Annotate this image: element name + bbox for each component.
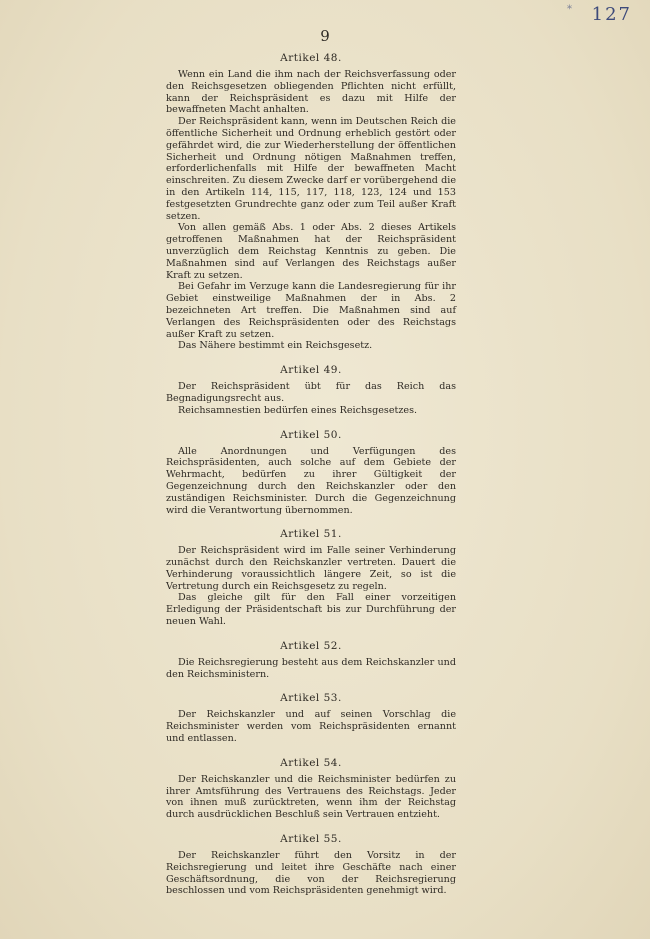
article-53 (166, 692, 456, 744)
paragraph: Bei Gefahr im Verzuge kann die Landesregierung für ihr Gebiet einstweilige Maßnahmen der in Abs. 2 bezeichneten Art treffen. Die Maßnahmen sind auf Verlangen des Reichspräsidenten oder des Reichstags außer Kraft zu setzen. (166, 281, 456, 340)
paragraph: Der Reichspräsident wird im Falle seiner Verhinderung zunächst durch den Reichskanzler vertreten. Dauert die Verhinderung voraussichtlich längere Zeit, so ist die Vertretung durch ein Reichsgesetz zu regeln. (166, 545, 456, 592)
article-heading: Artikel 52. (280, 639, 342, 652)
article-48 (166, 52, 456, 352)
article-heading: Artikel 54. (280, 756, 342, 769)
paragraph: Der Reichskanzler und auf seinen Vorschlag die Reichsminister werden vom Reichspräsidenten ernannt und entlassen. (166, 709, 456, 745)
paragraph: Der Reichskanzler und die Reichsminister bedürfen zu ihrer Amtsführung des Vertrauens des Reichstags. Jeder von ihnen muß zurücktreten, wenn ihm der Reichstag durch ausdrücklichen Beschluß sein Vertrauen entzieht. (166, 773, 456, 821)
article-54 (166, 757, 456, 821)
article-51 (166, 528, 456, 628)
paragraph: Das Nähere bestimmt ein Reichsgesetz. (178, 340, 373, 352)
paragraph: Wenn ein Land die ihm nach der Reichsverfassung oder den Reichsgesetzen obliegenden Pflichten nicht erfüllt, kann der Reichspräsident es dazu mit Hilfe der bewaffneten Macht anhalten. (166, 69, 456, 116)
paragraph: Reichsamnestien bedürfen eines Reichsgesetzes. (178, 404, 418, 416)
paragraph: Der Reichspräsident kann, wenn im Deutschen Reich die öffentliche Sicherheit und Ordnung erheblich gestört oder gefährdet wird, die zur Wiederherstellung der öffentlichen Sicherheit und Ordnung nötigen Maßnahmen treffen, erforderlichenfalls mit Hilfe der bewaffneten Macht einschreiten. Zu diesem Zwecke darf er vorübergehend die in den Artikeln 114, 115, 117, 118, 123, 124 und 153 festgesetzten Grundrechte ganz oder zum Teil außer Kraft setzen. (166, 116, 456, 222)
article-heading: Artikel 49. (280, 364, 342, 377)
article-heading: Artikel 55. (280, 833, 342, 846)
paragraph: Das gleiche gilt für den Fall einer vorzeitigen Erledigung der Präsidentschaft bis zur Durchführung der neuen Wahl. (166, 592, 456, 628)
paragraph: Von allen gemäß Abs. 1 oder Abs. 2 dieses Artikels getroffenen Maßnahmen hat der Reichspräsident unverzüglich dem Reichstag Kenntnis zu geben. Die Maßnahmen sind auf Verlangen des Reichstags außer Kraft zu setzen. (166, 222, 456, 281)
document-body (166, 52, 456, 909)
page-number: 9 (320, 27, 330, 45)
archive-mark-dot: * (567, 4, 572, 15)
paragraph: Die Reichsregierung besteht aus dem Reichskanzler und den Reichsministern. (166, 656, 456, 680)
article-heading: Artikel 48. (280, 52, 342, 64)
paragraph: Der Reichskanzler führt den Vorsitz in der Reichsregierung und leitet ihre Geschäfte nach einer Geschäftsordnung, die von der Reichsregierung beschlossen und vom Reichspräsidenten genehmigt wird. (166, 850, 456, 897)
article-heading: Artikel 51. (280, 528, 342, 541)
article-55 (166, 833, 456, 897)
paragraph: Alle Anordnungen und Verfügungen des Reichspräsidenten, auch solche auf dem Gebiete der Wehrmacht, bedürfen zu ihrer Gültigkeit der Gegenzeichnung durch den Reichskanzler oder den zuständigen Reichsminister. Durch die Gegenzeichnung wird die Verantwortung übernommen. (166, 445, 456, 516)
article-heading: Artikel 50. (280, 428, 342, 441)
article-heading: Artikel 53. (280, 692, 342, 705)
article-49 (166, 364, 456, 416)
archive-number: 127 (591, 4, 632, 25)
article-52 (166, 640, 456, 681)
paragraph: Der Reichspräsident übt für das Reich das Begnadigungsrecht aus. (166, 381, 456, 404)
article-50 (166, 429, 456, 517)
